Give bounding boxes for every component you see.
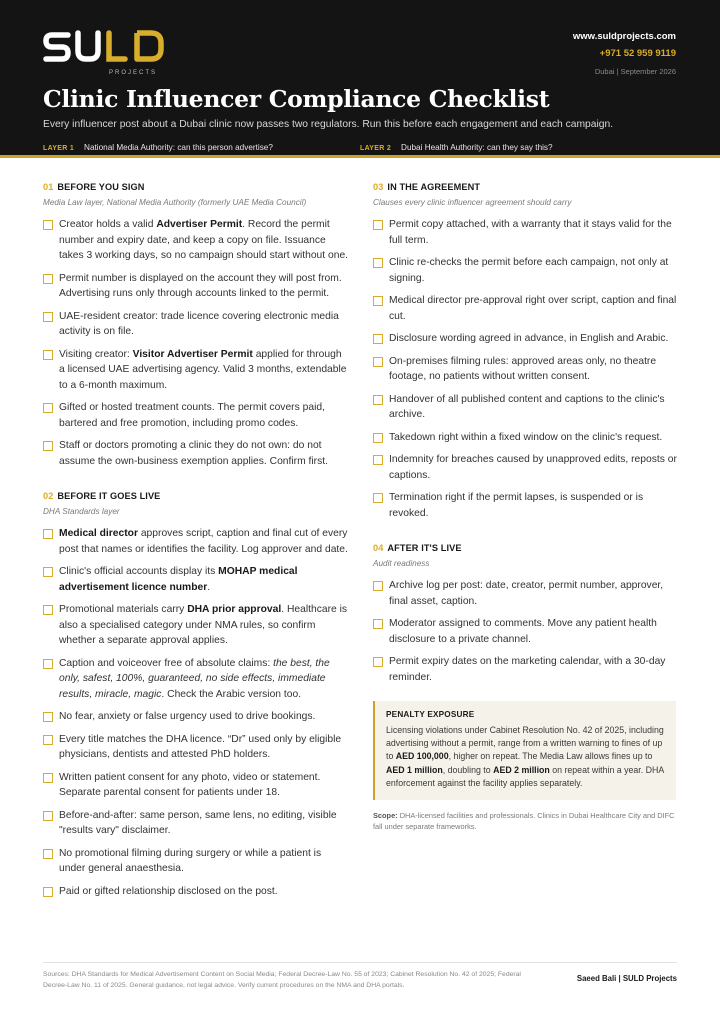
checkbox-icon[interactable] [43,220,53,230]
checklist-item: No fear, anxiety or false urgency used to drive bookings. [43,709,349,725]
section-title: BEFORE YOU SIGN [57,182,145,192]
checklist-item: Every title matches the DHA licence. “Dr” used only by eligible physicians, dentists and attested PhD holders. [43,732,349,763]
checklist-item: Visiting creator: Visitor Advertiser Permit applied for through a licensed UAE advertising agency. Valid 3 months, extendable to a 6-month maximum. [43,347,349,394]
checkbox-icon[interactable] [373,657,383,667]
checklist-item: Takedown right within a fixed window on the clinic's request. [373,430,678,446]
checklist-item: Promotional materials carry DHA prior approval. Healthcare is also a specialised category under NMA rules, so confirm whether a separate approval applies. [43,602,349,649]
left-column [43,182,349,906]
website-link[interactable]: www.suldprojects.com [572,31,676,42]
section-subtitle: DHA Standards layer [43,507,120,516]
contact-block [573,30,676,79]
section-heading [373,182,678,192]
layer-1 [43,143,273,152]
layer-2-text: Dubai Health Authority: can they say this? [401,143,553,152]
scope-note: Scope: DHA-licensed facilities and professionals. Clinics in Dubai Healthcare City and DIFC fall under separate frameworks. [373,811,675,832]
checkbox-icon[interactable] [373,433,383,443]
checkbox-icon[interactable] [43,773,53,783]
section-number: 02 [43,491,54,501]
checkbox-icon[interactable] [373,619,383,629]
checklist-item: Permit expiry dates on the marketing calendar, with a 30-day reminder. [373,654,678,685]
checklist-item: Clinic re-checks the permit before each campaign, not only at signing. [373,255,678,286]
checkbox-icon[interactable] [43,403,53,413]
section-title: IN THE AGREEMENT [387,182,481,192]
checklist-item: Written patient consent for any photo, video or statement. Separate parental consent for patients under 18. [43,770,349,801]
layer-2 [360,143,553,152]
checkbox-icon[interactable] [373,220,383,230]
section-subtitle: Clauses every clinic influencer agreement should carry [373,198,572,207]
checklist-item: Disclosure wording agreed in advance, in English and Arabic. [373,331,678,347]
checklist-item: Creator holds a valid Advertiser Permit. Record the permit number and expiry date, and keep a copy on file. Issuance takes 3 working days, so no campaign should start without one. [43,217,349,264]
layer-2-tag: LAYER 2 [360,145,392,152]
checkbox-icon[interactable] [43,274,53,284]
checklist-item: Handover of all published content and captions to the clinic's archive. [373,392,678,423]
checklist-item: Permit number is displayed on the account they will post from. Advertising runs only through accounts linked to the permit. [43,271,349,302]
section-number: 03 [373,182,384,192]
checklist-item: Medical director approves script, caption and final cut of every post that names or identifies the facility. Log approver and date. [43,526,349,557]
page-title: Clinic Influencer Compliance Checklist [43,85,550,113]
suld-logo [43,27,173,77]
checkbox-icon[interactable] [43,567,53,577]
checklist-item: Moderator assigned to comments. Move any patient health disclosure to a private channel. [373,616,678,647]
penalty-title: PENALTY EXPOSURE [386,710,475,719]
checkbox-icon[interactable] [43,735,53,745]
checklist-item: Clinic's official accounts display its MOHAP medical advertisement licence number. [43,564,349,595]
checkbox-icon[interactable] [373,334,383,344]
checkbox-icon[interactable] [43,712,53,722]
checkbox-icon[interactable] [43,312,53,322]
checklist-item: Archive log per post: date, creator, permit number, approver, final asset, caption. [373,578,678,609]
sources-text: Sources: DHA Standards for Medical Advertisement Content on Social Media; Federal Decree-Law No. 55 of 2023; Cabinet Resolution No. 42 of 2025; Federal Decree-Law No. 11 of 2025. General guidance, not legal advice. Verify current procedures on the NMA and DHA portals. [43,971,521,989]
checklist-item: Medical director pre-approval right over script, caption and final cut. [373,293,678,324]
layer-1-text: National Media Authority: can this person advertise? [84,143,273,152]
checkbox-icon[interactable] [43,887,53,897]
checkbox-icon[interactable] [373,395,383,405]
section-heading [373,543,678,553]
checkbox-icon[interactable] [43,849,53,859]
section-number: 01 [43,182,54,192]
checkbox-icon[interactable] [373,258,383,268]
checkbox-icon[interactable] [43,605,53,615]
checkbox-icon[interactable] [373,581,383,591]
checkbox-icon[interactable] [373,455,383,465]
location-date: Dubai | September 2026 [594,67,676,76]
checkbox-icon[interactable] [373,357,383,367]
layer-1-tag: LAYER 1 [43,145,75,152]
checklist-item: Paid or gifted relationship disclosed on the post. [43,884,349,900]
logo-subtext: PROJECTS [109,70,158,76]
checklist-item: Before-and-after: same person, same lens, no editing, visible "results vary" disclaimer. [43,808,349,839]
checklist-item: Termination right if the permit lapses, is suspended or is revoked. [373,490,678,521]
checklist-item: No promotional filming during surgery or while a patient is under general anaesthesia. [43,846,349,877]
author-credit: Saeed Bali | SULD Projects [576,974,677,983]
section-subtitle: Media Law layer, National Media Authority (formerly UAE Media Council) [43,198,307,207]
section-heading [43,182,349,192]
checklist-item: Gifted or hosted treatment counts. The permit covers paid, bartered and free promotion, including promo codes. [43,400,349,431]
right-column [373,182,678,832]
suld-logo-mark [43,27,168,77]
page-header [0,0,720,158]
checklist-item: UAE-resident creator: trade licence covering electronic media activity is on file. [43,309,349,340]
section-title: BEFORE IT GOES LIVE [57,491,161,501]
checkbox-icon[interactable] [373,296,383,306]
checkbox-icon[interactable] [373,493,383,503]
checklist-item: Caption and voiceover free of absolute claims: the best, the only, safest, 100%, guaranteed, no side effects, immediate results, miracle, magic. Check the Arabic version too. [43,656,349,703]
section-number: 04 [373,543,384,553]
checkbox-icon[interactable] [43,529,53,539]
checklist-item: Permit copy attached, with a warranty that it stays valid for the full term. [373,217,678,248]
penalty-box [373,701,676,800]
checklist-item: Staff or doctors promoting a clinic they do not own: do not assume the own-business exemption applies. Confirm first. [43,438,349,469]
checkbox-icon[interactable] [43,350,53,360]
page-footer [43,962,677,989]
section-title: AFTER IT'S LIVE [387,543,462,553]
section-heading [43,491,349,501]
checkbox-icon[interactable] [43,659,53,669]
checklist-item: Indemnity for breaches caused by unapproved edits, reposts or captions. [373,452,678,483]
checklist-item: On-premises filming rules: approved areas only, no theatre footage, no patients without written consent. [373,354,678,385]
phone-number[interactable]: +971 52 959 9119 [599,48,676,59]
checkbox-icon[interactable] [43,811,53,821]
penalty-text: Licensing violations under Cabinet Resolution No. 42 of 2025, including advertising without a permit, range from a written warning to fines of up to AED 100,000, higher on repeat. The Media Law allows fines up to AED 1 million, doubling to AED 2 million on repeat within a year. DHA enforcement against the facility applies separately. [386,725,664,788]
page-subtitle: Every influencer post about a Dubai clinic now passes two regulators. Run this before each engagement and each campaign. [43,119,614,130]
section-subtitle: Audit readiness [373,559,430,568]
checkbox-icon[interactable] [43,441,53,451]
